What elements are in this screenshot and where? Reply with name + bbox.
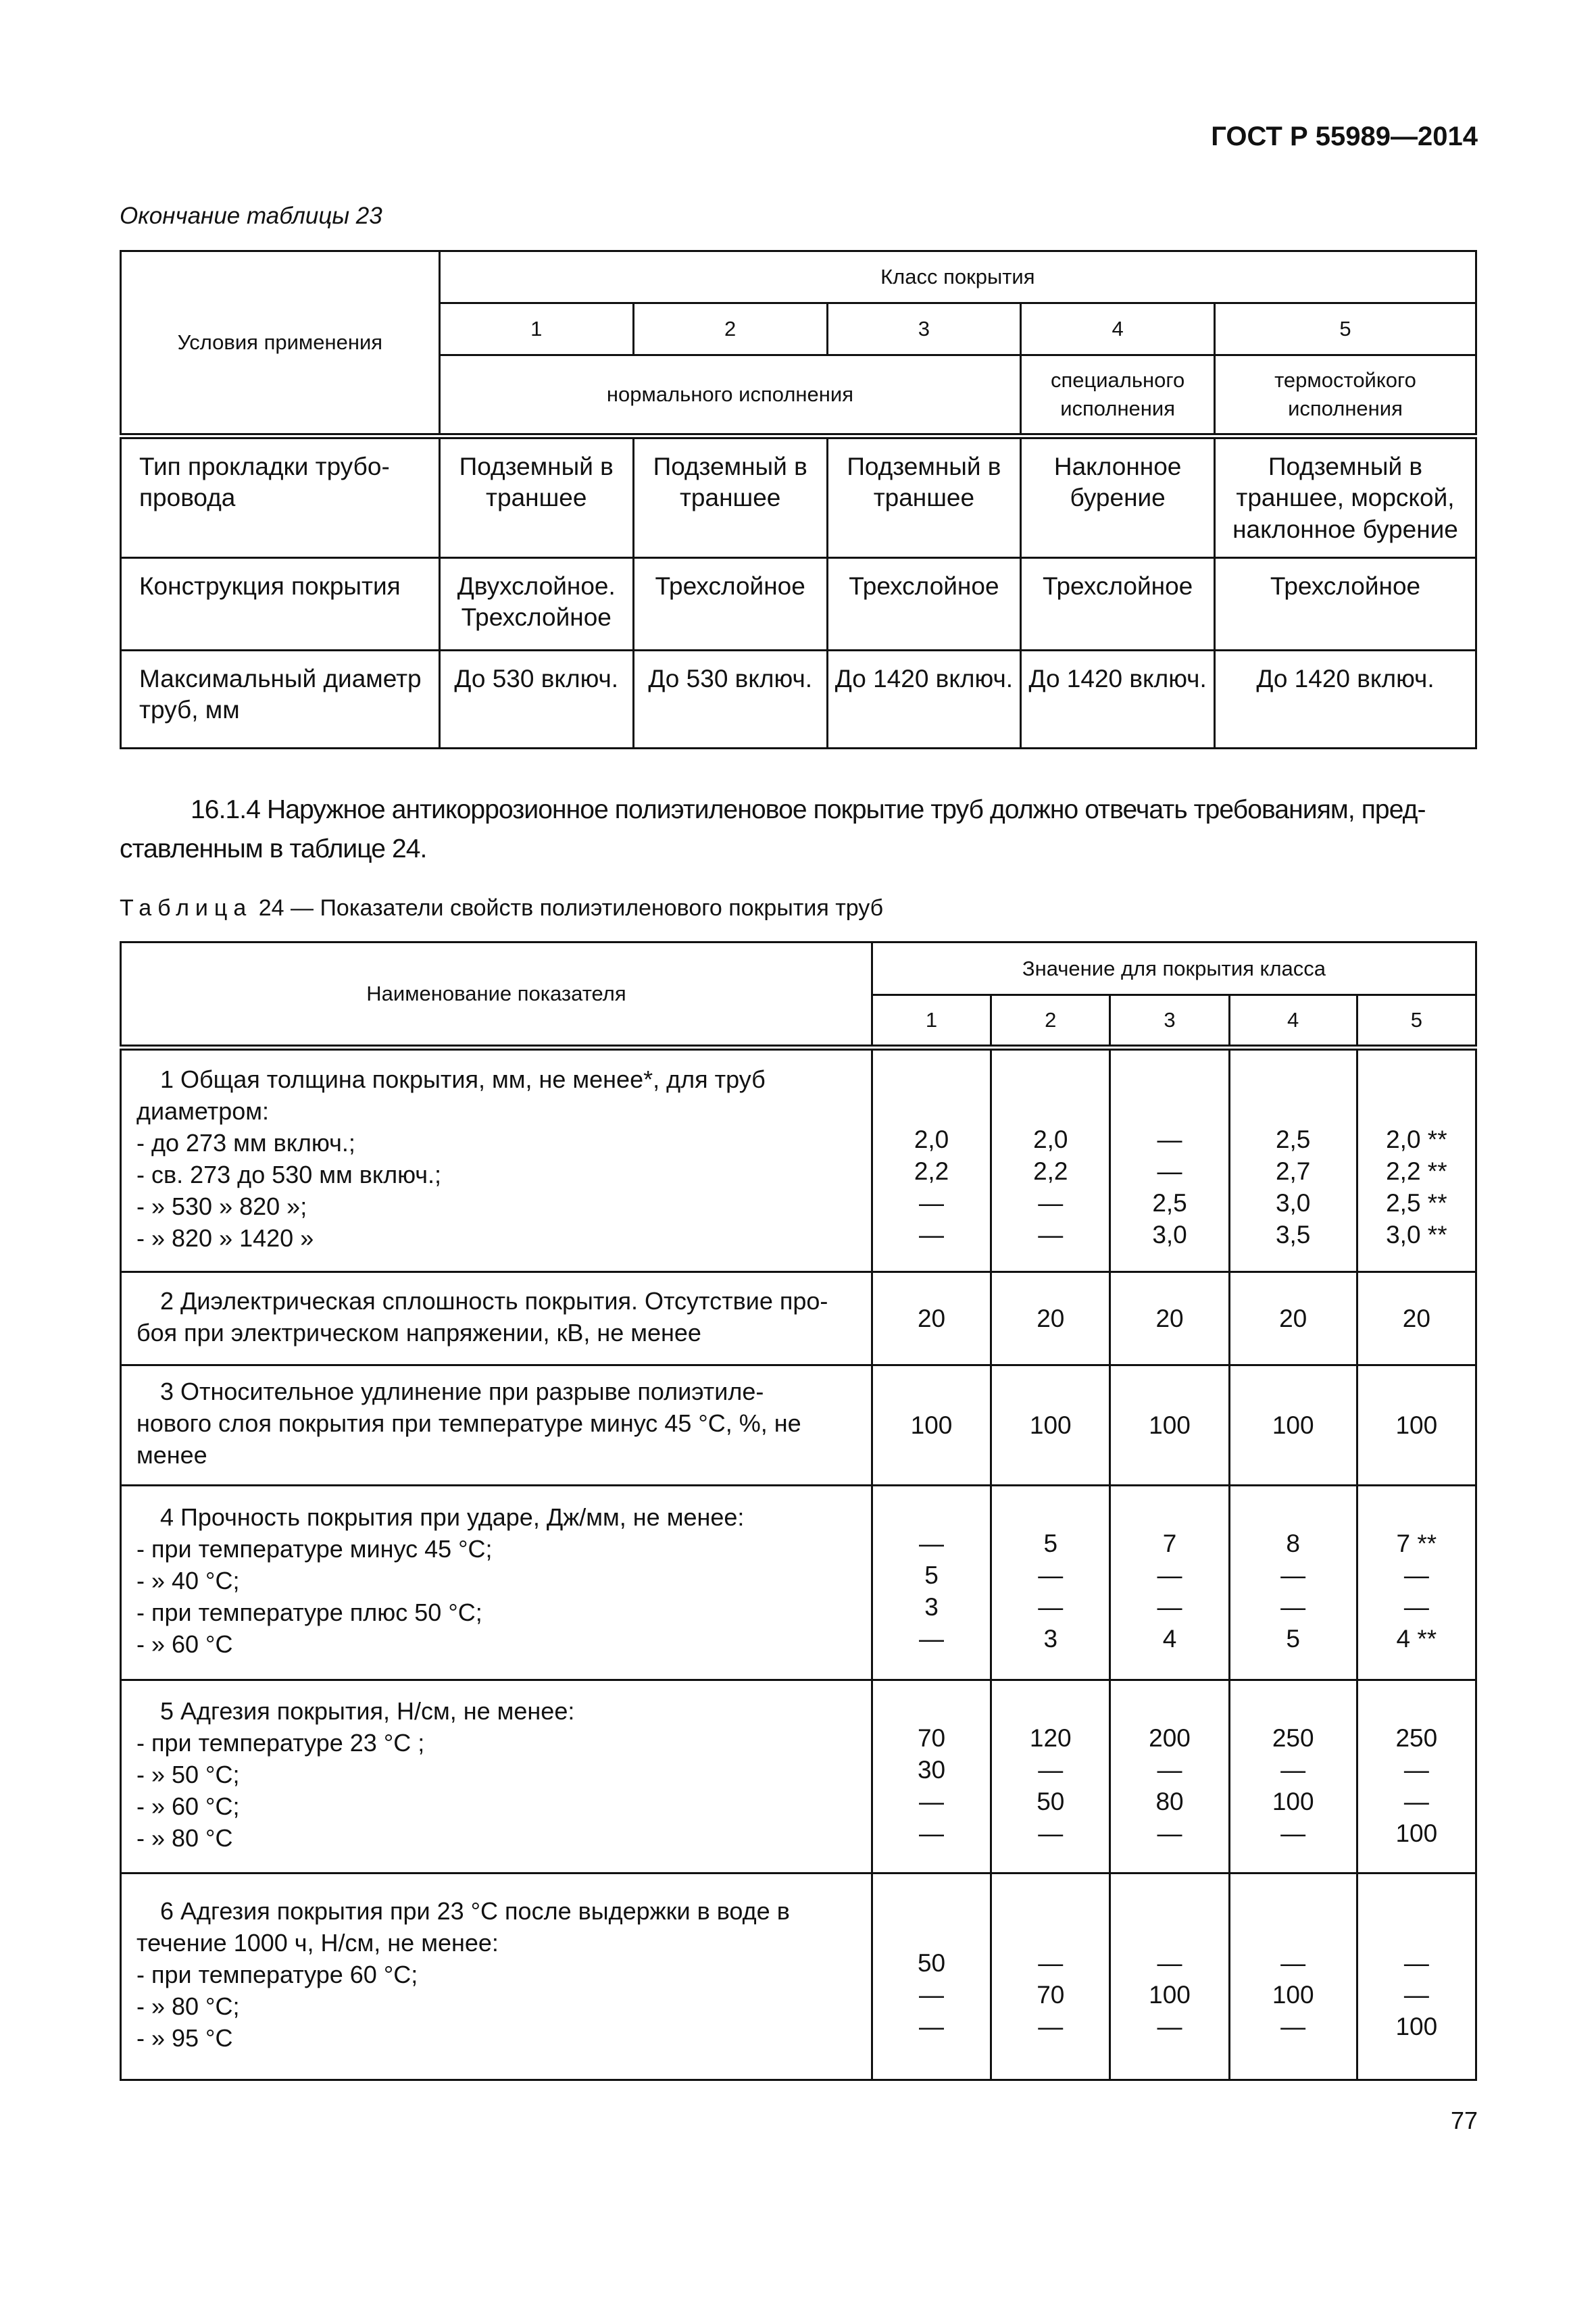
indicator-label [121, 1365, 872, 1486]
header-class-2: 2 [633, 303, 827, 355]
row-label: Максимальный диаметр труб, мм [121, 651, 440, 749]
value-line: — [1157, 1819, 1182, 1847]
value-line: 20 [1037, 1305, 1065, 1332]
table-row [121, 558, 1476, 651]
value-cell [872, 1680, 991, 1873]
value-line: 2,0 ** [1386, 1126, 1447, 1153]
value-line: — [919, 1530, 945, 1557]
header-class-5: 5 [1357, 995, 1476, 1048]
value-cell [1357, 1873, 1476, 2080]
page-number: 77 [1450, 2107, 1478, 2134]
header-class-3: 3 [1110, 995, 1229, 1048]
value-cell [1357, 1272, 1476, 1365]
header-class-4: 4 [1229, 995, 1357, 1048]
cell: До 530 включ. [633, 651, 827, 749]
value-line: — [1403, 1788, 1429, 1815]
value-cell [1357, 1365, 1476, 1486]
value-line: — [1038, 1756, 1064, 1784]
header-class-4: 4 [1021, 303, 1215, 355]
value-line [1230, 1690, 1356, 1722]
cell: Подземный в траншее, морской, наклонное бурение [1214, 436, 1476, 558]
value-cell [1110, 1486, 1229, 1680]
value-cell [872, 1486, 991, 1680]
value-line: — [919, 2013, 945, 2040]
indicator-line: нового слоя покрытия при температуре минус 45 °С, %, не [136, 1409, 801, 1437]
value-line: 70 [1037, 1981, 1065, 2009]
value-cell [1110, 1048, 1229, 1272]
value-line: — [1157, 1157, 1182, 1185]
indicator-line: диаметром: [136, 1097, 269, 1125]
value-line: — [1280, 2013, 1306, 2040]
value-line: 100 [1272, 1981, 1314, 2009]
table-24 [120, 941, 1477, 2081]
header-exec-special: специального исполнения [1021, 355, 1215, 436]
value-line: — [1403, 1593, 1429, 1621]
value-line: 2,2 ** [1386, 1157, 1447, 1185]
value-line: 80 [1155, 1788, 1184, 1815]
value-cell [1229, 1680, 1357, 1873]
value-line: — [919, 1189, 945, 1217]
table-row [121, 1365, 1476, 1486]
indicator-line: - » 820 » 1420 » [136, 1224, 314, 1252]
value-line: 30 [917, 1756, 946, 1784]
value-cell [1110, 1873, 1229, 2080]
value-line: 2,0 [914, 1126, 949, 1153]
value-line: 3,5 [1275, 1221, 1311, 1249]
value-line: 2,0 [1033, 1126, 1068, 1153]
paragraph-16-1-4 [120, 790, 1477, 869]
value-line: 3,0 ** [1386, 1221, 1447, 1249]
header-value: Значение для покрытия класса [872, 942, 1476, 995]
value-line [1358, 1060, 1475, 1092]
value-line: — [919, 1819, 945, 1847]
value-line: 100 [1029, 1411, 1072, 1439]
row-label: Конструкция покрытия [121, 558, 440, 651]
value-line [1111, 1690, 1228, 1722]
cell: Двухслойное. Трехслойное [439, 558, 633, 651]
value-cell [872, 1048, 991, 1272]
indicator-line: течение 1000 ч, Н/см, не менее: [136, 1929, 499, 1957]
value-line: 7 [1162, 1530, 1177, 1557]
cell: Подземный в траншее [439, 436, 633, 558]
header-conditions: Условия применения [121, 251, 440, 436]
cell: Подземный в траншее [633, 436, 827, 558]
value-cell [1229, 1272, 1357, 1365]
value-cell [872, 1272, 991, 1365]
value-line: — [1280, 1561, 1306, 1589]
value-line: 2,2 [914, 1157, 949, 1185]
caption-text: 24 — Показатели свойств полиэтиленового покрытия труб [258, 895, 884, 921]
value-line [992, 1060, 1109, 1092]
value-cell [1229, 1048, 1357, 1272]
value-line [1230, 1884, 1356, 1915]
cell: Трехслойное [827, 558, 1021, 651]
value-cell [1229, 1365, 1357, 1486]
value-line [1230, 1496, 1356, 1528]
header-class-1: 1 [439, 303, 633, 355]
value-line: 3,0 [1152, 1221, 1187, 1249]
indicator-label [121, 1048, 872, 1272]
value-cell [1110, 1680, 1229, 1873]
value-line [1230, 1060, 1356, 1092]
indicator-line: - при температуре 23 °С ; [136, 1729, 425, 1757]
table-row [121, 1272, 1476, 1365]
value-line: 100 [1149, 1981, 1191, 2009]
value-line: 100 [1149, 1411, 1191, 1439]
value-line [873, 1884, 990, 1915]
indicator-line: - » 80 °С [136, 1824, 233, 1852]
value-line: — [1403, 1561, 1429, 1589]
indicator-label [121, 1680, 872, 1873]
value-line [1358, 1690, 1475, 1722]
value-line: 4 ** [1396, 1625, 1437, 1653]
value-line: — [1280, 1819, 1306, 1847]
table-row [121, 651, 1476, 749]
indicator-line: 4 Прочность покрытия при ударе, Дж/мм, не менее: [160, 1503, 745, 1531]
value-cell [1357, 1486, 1476, 1680]
row-label: Тип прокладки трубо-провода [121, 436, 440, 558]
indicator-line: - при температуре 60 °С; [136, 1961, 418, 1988]
value-line: 100 [1272, 1411, 1314, 1439]
table-23 [120, 250, 1477, 749]
value-line [1230, 1092, 1356, 1124]
value-cell [991, 1365, 1110, 1486]
indicator-line: - » 95 °С [136, 2024, 233, 2052]
value-cell [991, 1873, 1110, 2080]
table-row [121, 1680, 1476, 1873]
value-line [992, 1915, 1109, 1947]
header-class: Класс покрытия [439, 251, 1476, 303]
value-line [1230, 1915, 1356, 1947]
value-line: 3,0 [1275, 1189, 1311, 1217]
value-line: 20 [1279, 1305, 1307, 1332]
indicator-line: - при температуре плюс 50 °С; [136, 1599, 482, 1626]
value-line: 3 [924, 1593, 939, 1621]
indicator-line: 3 Относительное удлинение при разрыве полиэтиле- [160, 1378, 764, 1405]
table-continuation-caption: Окончание таблицы 23 [120, 203, 382, 229]
cell: Трехслойное [1021, 558, 1215, 651]
value-line: 250 [1272, 1724, 1314, 1752]
value-line [873, 1060, 990, 1092]
value-cell [1110, 1272, 1229, 1365]
paragraph-line: ставленным в таблице 24. [120, 834, 427, 863]
header-class-3: 3 [827, 303, 1021, 355]
table-24-caption [120, 895, 883, 922]
value-line: — [1038, 1593, 1064, 1621]
indicator-line: - » 60 °С [136, 1630, 233, 1658]
indicator-line: - » 530 » 820 »; [136, 1192, 307, 1220]
value-cell [872, 1873, 991, 2080]
caption-word: Таблица [120, 895, 253, 921]
value-cell [991, 1680, 1110, 1873]
value-line: 2,5 ** [1386, 1189, 1447, 1217]
value-line: 7 ** [1396, 1530, 1437, 1557]
indicator-line: 2 Диэлектрическая сплошность покрытия. Отсутствие про- [160, 1286, 828, 1315]
value-line: 100 [1395, 1411, 1438, 1439]
header-exec-heat: термостойкого исполнения [1214, 355, 1476, 436]
value-line: — [1157, 1756, 1182, 1784]
value-line [992, 1884, 1109, 1915]
value-line: 4 [1162, 1625, 1177, 1653]
value-line: 200 [1149, 1724, 1191, 1752]
value-line: 5 [1286, 1625, 1300, 1653]
indicator-label [121, 1873, 872, 2080]
value-line: — [1157, 1126, 1182, 1153]
cell: Трехслойное [633, 558, 827, 651]
value-line: — [919, 1221, 945, 1249]
value-line: — [1280, 1756, 1306, 1784]
value-line: — [1403, 1981, 1429, 2009]
indicator-line: - при температуре минус 45 °С; [136, 1535, 493, 1563]
value-line [1358, 1915, 1475, 1947]
value-line: — [1403, 1949, 1429, 1977]
value-line [1111, 1884, 1228, 1915]
value-line: 250 [1395, 1724, 1438, 1752]
value-line [1358, 1884, 1475, 1915]
indicator-line: - до 273 мм включ.; [136, 1129, 355, 1157]
value-line: 3 [1043, 1625, 1058, 1653]
value-line: 2,5 [1275, 1126, 1311, 1153]
value-line: 2,2 [1033, 1157, 1068, 1185]
document-header: ГОСТ Р 55989—2014 [1211, 122, 1478, 151]
indicator-line: боя при электрическом напряжении, кВ, не менее [136, 1318, 701, 1347]
cell: Наклонное бурение [1021, 436, 1215, 558]
value-cell [1110, 1365, 1229, 1486]
table-row [121, 1048, 1476, 1272]
indicator-line: 1 Общая толщина покрытия, мм, не менее*, для труб [160, 1065, 766, 1093]
value-line: — [1403, 1756, 1429, 1784]
header-class-1: 1 [872, 995, 991, 1048]
value-line: 100 [1395, 2013, 1438, 2040]
value-line [1111, 1915, 1228, 1947]
value-line [873, 1092, 990, 1124]
value-line: 8 [1286, 1530, 1300, 1557]
table-row [121, 1873, 1476, 2080]
value-line: 2,5 [1152, 1189, 1187, 1217]
value-cell [991, 1272, 1110, 1365]
indicator-line: - » 40 °С; [136, 1567, 240, 1594]
value-line: 100 [910, 1411, 953, 1439]
value-line: — [919, 1981, 945, 2009]
value-line [873, 1690, 990, 1722]
indicator-line: - » 50 °С; [136, 1761, 240, 1788]
cell: До 1420 включ. [1214, 651, 1476, 749]
value-line: — [1280, 1593, 1306, 1621]
cell: До 530 включ. [439, 651, 633, 749]
value-line: — [1038, 2013, 1064, 2040]
value-line: 100 [1395, 1819, 1438, 1847]
table-row [121, 1486, 1476, 1680]
value-line: 20 [1155, 1305, 1184, 1332]
value-cell [1229, 1486, 1357, 1680]
value-line: 100 [1272, 1788, 1314, 1815]
value-line: — [1038, 1221, 1064, 1249]
indicator-line: - » 80 °С; [136, 1992, 240, 2020]
value-line [992, 1690, 1109, 1722]
header-indicator-name: Наименование показателя [121, 942, 872, 1048]
value-line: 2,7 [1275, 1157, 1311, 1185]
value-line [873, 1496, 990, 1528]
indicator-label [121, 1486, 872, 1680]
value-line: — [1038, 1949, 1064, 1977]
cell: Подземный в траншее [827, 436, 1021, 558]
cell: До 1420 включ. [1021, 651, 1215, 749]
indicator-line: менее [136, 1441, 207, 1469]
value-line: 5 [924, 1561, 939, 1589]
value-line: — [1157, 1593, 1182, 1621]
cell: До 1420 включ. [827, 651, 1021, 749]
value-line: 50 [917, 1949, 946, 1977]
value-cell [1357, 1048, 1476, 1272]
indicator-line: 6 Адгезия покрытия при 23 °С после выдержки в воде в [160, 1897, 790, 1925]
paragraph-line: 16.1.4 Наружное антикоррозионное полиэтиленовое покрытие труб должно отвечать требованиям, пред- [191, 795, 1426, 824]
value-line: — [1038, 1189, 1064, 1217]
value-line: — [1038, 1561, 1064, 1589]
value-line: — [1038, 1819, 1064, 1847]
value-line: 20 [917, 1305, 946, 1332]
value-line: — [1157, 1561, 1182, 1589]
indicator-line: - св. 273 до 530 мм включ.; [136, 1161, 442, 1188]
value-line: 120 [1029, 1724, 1072, 1752]
header-class-5: 5 [1214, 303, 1476, 355]
value-line [992, 1496, 1109, 1528]
value-cell [1357, 1680, 1476, 1873]
value-line: — [919, 1625, 945, 1653]
value-line: 70 [917, 1724, 946, 1752]
value-line [1358, 1092, 1475, 1124]
value-cell [872, 1365, 991, 1486]
value-cell [1229, 1873, 1357, 2080]
value-line: — [1157, 1949, 1182, 1977]
value-line [1111, 1060, 1228, 1092]
cell: Трехслойное [1214, 558, 1476, 651]
value-line: 20 [1402, 1305, 1430, 1332]
value-cell [991, 1486, 1110, 1680]
value-line: — [919, 1788, 945, 1815]
value-line [1111, 1092, 1228, 1124]
value-line: 5 [1043, 1530, 1058, 1557]
header-class-2: 2 [991, 995, 1110, 1048]
table-row [121, 436, 1476, 558]
value-line: — [1157, 2013, 1182, 2040]
value-line [873, 1915, 990, 1947]
value-line [1358, 1496, 1475, 1528]
value-line [1111, 1496, 1228, 1528]
value-line [992, 1092, 1109, 1124]
value-line: — [1280, 1949, 1306, 1977]
indicator-line: 5 Адгезия покрытия, Н/см, не менее: [160, 1697, 575, 1725]
header-exec-normal: нормального исполнения [439, 355, 1021, 436]
value-cell [991, 1048, 1110, 1272]
indicator-label [121, 1272, 872, 1365]
indicator-line: - » 60 °С; [136, 1792, 240, 1820]
value-line: 50 [1037, 1788, 1065, 1815]
